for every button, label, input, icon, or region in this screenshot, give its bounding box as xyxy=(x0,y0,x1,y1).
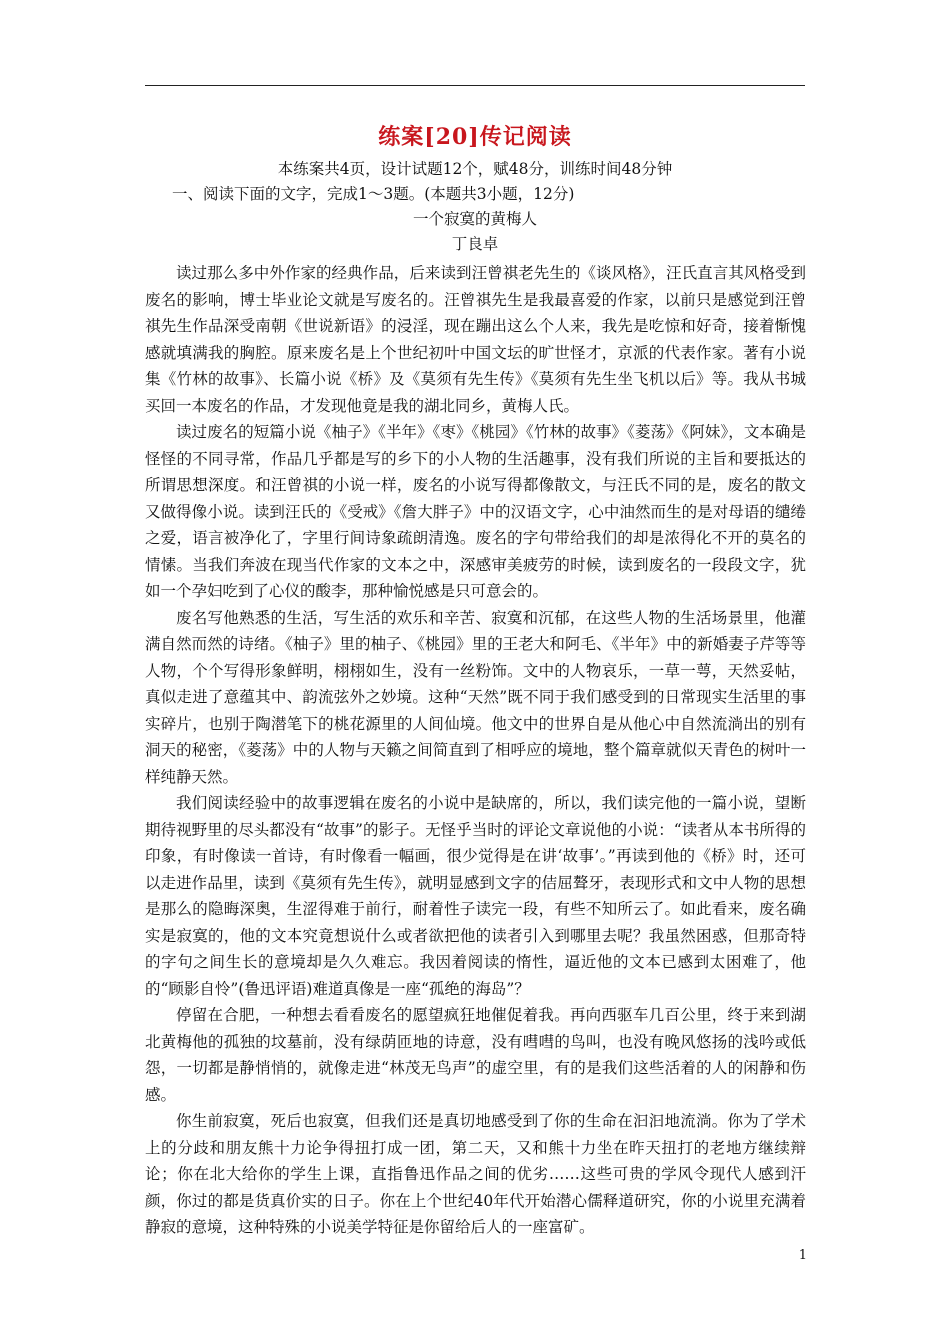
section-instruction: 一、阅读下面的文字，完成1～3题。(本题共3小题，12分) xyxy=(172,185,575,203)
paragraph-1: 读过那么多中外作家的经典作品，后来读到汪曾祺老先生的《谈风格》，汪氏直言其风格受到废名的影响，博士毕业论文就是写废名的。汪曾祺先生是我最喜爱的作家，以前只是感觉到汪曾祺先生作品深受南朝《世说新语》的浸淫，现在蹦出这么个人来，我先是吃惊和好奇，接着惭愧感就填满我的胸腔。原来废名是上个世纪初叶中国文坛的旷世怪才，京派的代表作家。著有小说集《竹林的故事》、长篇小说《桥》及《莫须有先生传》《莫须有先生坐飞机以后》等。我从书城买回一本废名的作品，才发现他竟是我的湖北同乡，黄梅人氏。 xyxy=(145,264,806,415)
paragraph-2: 读过废名的短篇小说《柚子》《半年》《枣》《桃园》《竹林的故事》《菱荡》《阿妹》，文本确是怪怪的不同寻常，作品几乎都是写的乡下的小人物的生活趣事，没有我们所说的主旨和要抵达的所谓思想深度。和汪曾祺的小说一样，废名的小说写得都像散文，与汪氏不同的是，废名的散文又做得像小说。读到汪氏的《受戒》《詹大胖子》中的汉语文字，心中油然而生的是对母语的缱绻之爱，语言被净化了，字里行间诗象疏朗清逸。废名的字句带给我们的却是浓得化不开的莫名的情愫。当我们奔波在现当代作家的文本之中，深感审美疲劳的时候，读到废名的一段段文字，犹如一个孕妇吃到了心仪的酸李，那种愉悦感是只可意会的。 xyxy=(145,423,806,600)
paragraph-4: 我们阅读经验中的故事逻辑在废名的小说中是缺席的，所以，我们读完他的一篇小说，望断期待视野里的尽头都没有“故事”的影子。无怪乎当时的评论文章说他的小说：“读者从本书所得的印象，有时像读一首诗，有时像看一幅画，很少觉得是在讲‘故事’。”再读到他的《桥》时，还可以走进作品里，读到《莫须有先生传》，就明显感到文字的佶屈聱牙，表现形式和文中人物的思想是那么的隐晦深奥，生涩得难于前行，耐着性子读完一段，有些不知所云了。如此看来，废名确实是寂寞的，他的文本究竟想说什么或者欲把他的读者引入到哪里去呢？我虽然困惑，但那奇特的字句之间生长的意境却是久久难忘。我因着阅读的惰性，逼近他的文本已感到太困难了，他的“顾影自怜”(鲁迅评语)难道真像是一座“孤绝的海岛”？ xyxy=(145,794,806,998)
page-title: 练案[20]传记阅读 xyxy=(378,124,572,150)
paragraph-6: 你生前寂寞，死后也寂寞，但我们还是真切地感受到了你的生命在汩汩地流淌。你为了学术上的分歧和朋友熊十力论争得扭打成一团，第二天，又和熊十力坐在昨天扭打的老地方继续辩论；你在北大给你的学生上课，直指鲁迅作品之间的优劣……这些可贵的学风令现代人感到汗颜，你过的都是货真价实的日子。你在上个世纪40年代开始潜心儒释道研究，你的小说里充满着静寂的意境，这种特殊的小说美学特征是你留给后人的一座富矿。 xyxy=(145,1112,806,1236)
paragraph-5: 停留在合肥，一种想去看看废名的愿望疯狂地催促着我。再向西驱车几百公里，终于来到湖北黄梅他的孤独的坟墓前，没有绿荫匝地的诗意，没有嘒嘒的鸟叫，也没有晚风悠扬的浅吟或低怨，一切都是静悄悄的，就像走进“林茂无鸟声”的虚空里，有的是我们这些活着的人的闲静和伤感。 xyxy=(145,1006,806,1104)
article-title: 一个寂寞的黄梅人 xyxy=(412,210,537,228)
page-number: 1 xyxy=(798,1248,807,1263)
article-body xyxy=(145,260,806,1241)
header-rule xyxy=(145,85,805,86)
article-author: 丁良卓 xyxy=(451,235,499,253)
info-line: 本练案共4页，设计试题12个，赋48分，训练时间48分钟 xyxy=(277,160,673,178)
paragraph-3: 废名写他熟悉的生活，写生活的欢乐和辛苦、寂寞和沉郁，在这些人物的生活场景里，他灌满自然而然的诗绪。《柚子》里的柚子、《桃园》里的王老大和阿毛、《半年》中的新婚妻子芹等等人物，个个写得形象鲜明，栩栩如生，没有一丝粉饰。文中的人物哀乐，一草一萼，天然妥帖，真似走进了意蕴其中、韵流弦外之妙境。这种“天然”既不同于我们感受到的日常现实生活里的事实碎片，也别于陶潜笔下的桃花源里的人间仙境。他文中的世界自是从他心中自然流淌出的别有洞天的秘密，《菱荡》中的人物与天籁之间简直到了相呼应的境地，整个篇章就似天青色的树叶一样纯静天然。 xyxy=(145,608,806,786)
